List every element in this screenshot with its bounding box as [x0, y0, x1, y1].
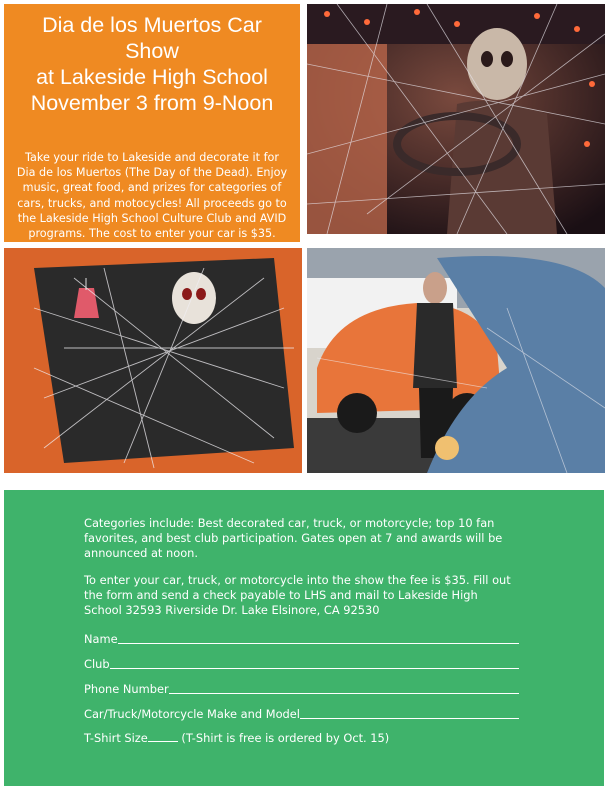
registration-box: [4, 490, 604, 786]
title-line-3: November 3 from 9-Noon: [30, 91, 274, 115]
woman-with-vw-beetle-photo: [307, 248, 605, 473]
phone-field[interactable]: [84, 681, 519, 696]
vehicle-blank[interactable]: [300, 718, 519, 719]
vehicle-field[interactable]: [84, 706, 519, 721]
title-line-2: at Lakeside High School: [36, 65, 268, 89]
title-line-1: Dia de los Muertos Car Show: [42, 13, 262, 63]
car-window-skeleton-photo: [4, 248, 302, 473]
phone-label: Phone Number: [84, 682, 169, 697]
event-header-box: [4, 4, 300, 242]
phone-blank[interactable]: [169, 693, 519, 694]
event-title: [14, 12, 290, 116]
name-field[interactable]: [84, 631, 519, 646]
entry-instructions: To enter your car, truck, or motorcycle into the show the fee is $35. Fill out the form and send a check payable to LHS and mail to Lakeside High School 32593 Riverside Dr. Lake Elsinore, CA 92530: [84, 572, 511, 618]
club-field[interactable]: [84, 656, 519, 671]
categories-text: Categories include: Best decorated car, truck, or motorcycle; top 10 fan favorites, and best club participation. Gates open at 7 and awards will be announced at noon.: [84, 516, 503, 561]
event-intro: Take your ride to Lakeside and decorate it for Dia de los Muertos (The Day of the Dead). Enjoy music, great food, and prizes for categories of cars, trucks, and motocycles! All proceeds go to the Lakeside High School Culture Club and AVID programs. The cost to enter your car is $35.: [16, 151, 288, 241]
vehicle-label: Car/Truck/Motorcycle Make and Model: [84, 707, 300, 722]
name-label: Name: [84, 632, 118, 647]
name-blank[interactable]: [118, 643, 519, 644]
club-label: Club: [84, 657, 110, 672]
tshirt-field[interactable]: [84, 731, 519, 745]
tshirt-note: (T-Shirt is free is ordered by Oct. 15): [181, 731, 390, 746]
tshirt-label: T-Shirt Size: [84, 731, 148, 746]
truck-interior-skeleton-photo: [307, 4, 605, 234]
club-blank[interactable]: [110, 668, 519, 669]
tshirt-blank[interactable]: [148, 741, 178, 742]
